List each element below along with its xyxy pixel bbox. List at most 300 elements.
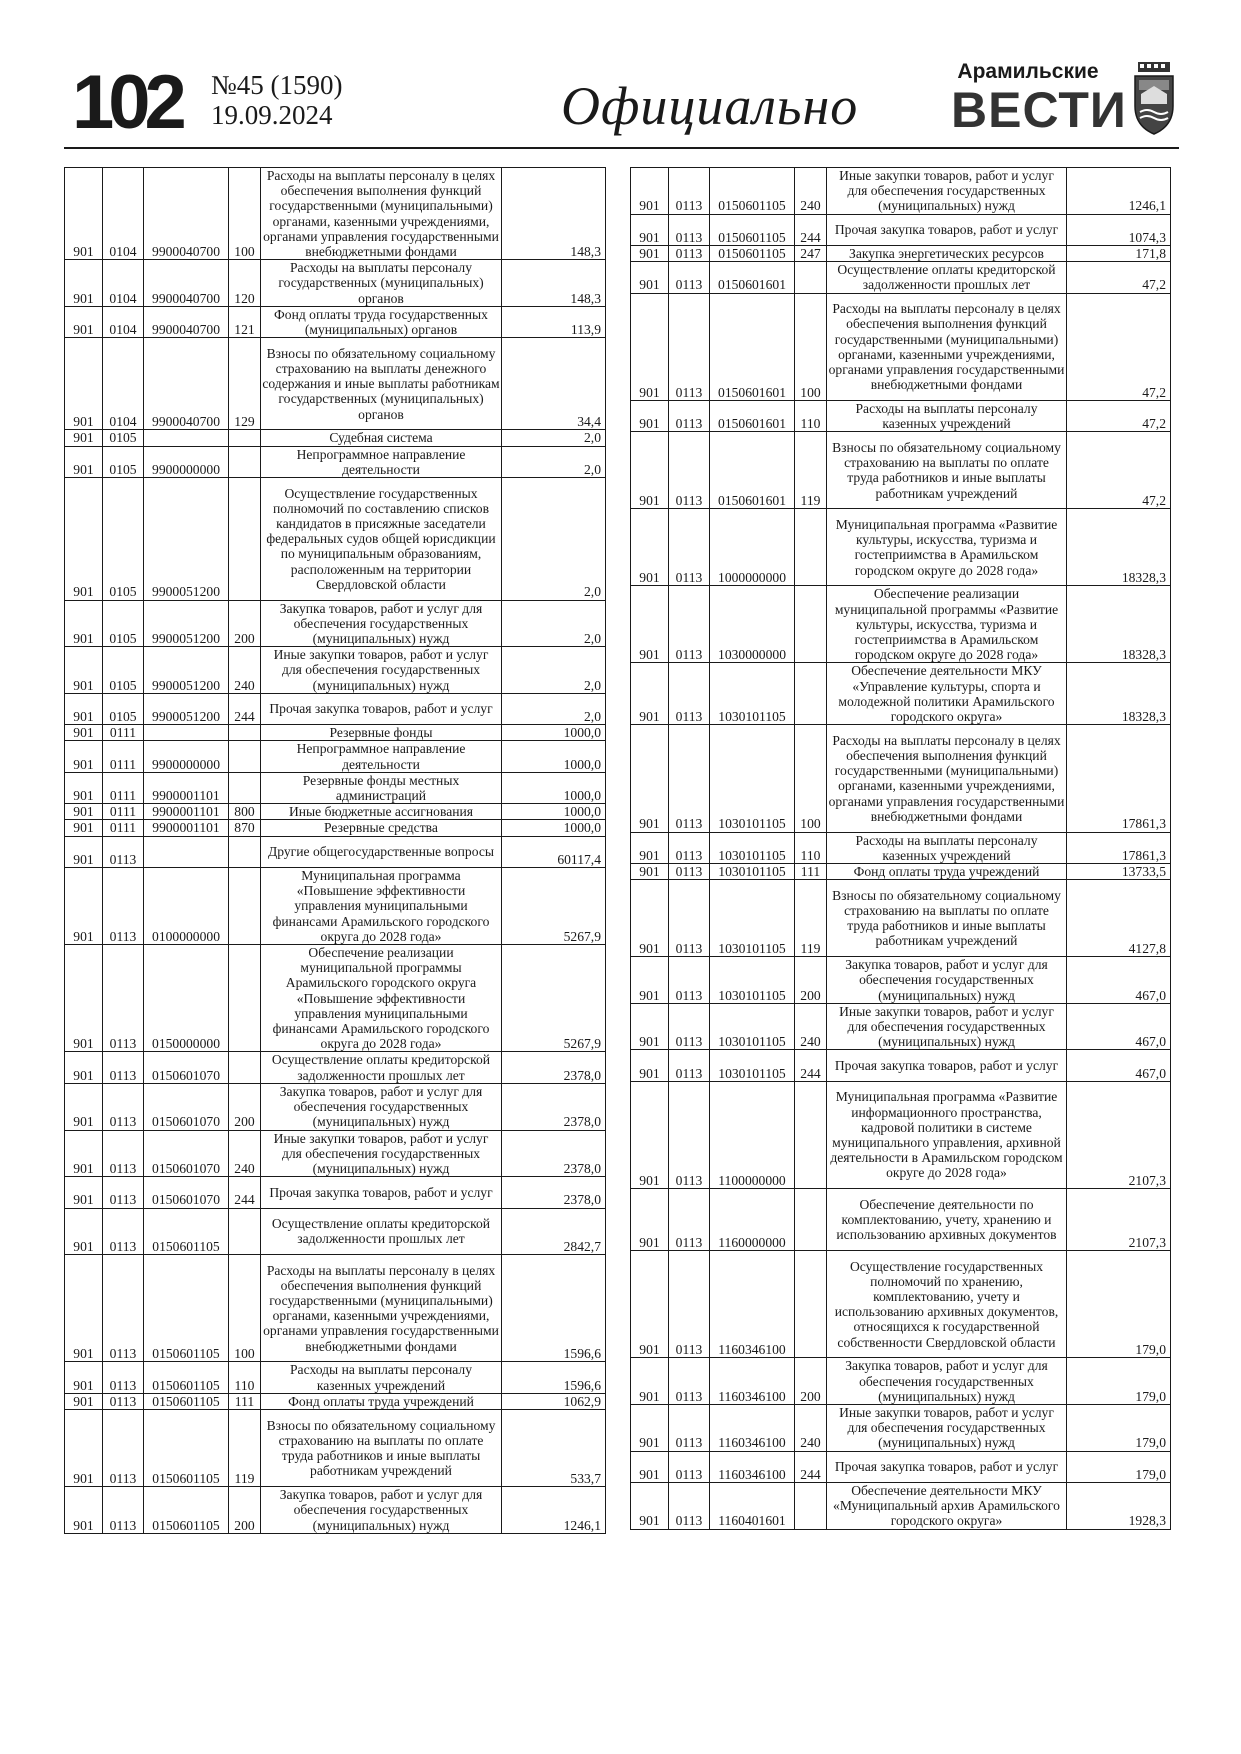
amount-cell: 60117,4: [502, 836, 606, 867]
amount-cell: 533,7: [502, 1410, 606, 1487]
section-code-cell: 0113: [103, 1083, 144, 1130]
amount-cell: 2,0: [502, 693, 606, 724]
section-code-cell: 0113: [669, 1003, 710, 1050]
table-row: [631, 246, 1171, 262]
target-article-cell: 1160346100: [710, 1251, 795, 1358]
admin-code-cell: 901: [631, 1251, 669, 1358]
admin-code-cell: 901: [631, 262, 669, 293]
section-code-cell: 0113: [103, 1052, 144, 1083]
description-cell: Прочая закупка товаров, работ и услуг: [827, 1451, 1067, 1482]
table-row: [631, 1451, 1171, 1482]
section-code-cell: 0113: [103, 1487, 144, 1534]
table-row: [631, 214, 1171, 245]
expense-type-cell: 119: [229, 1410, 261, 1487]
target-article-cell: 1000000000: [710, 509, 795, 586]
expense-type-cell: [229, 868, 261, 945]
table-row: [65, 693, 606, 724]
section-code-cell: 0105: [103, 446, 144, 477]
header-rule: [64, 147, 1179, 149]
expense-type-cell: 100: [795, 725, 827, 832]
description-cell: Прочая закупка товаров, работ и услуг: [261, 1177, 502, 1208]
table-row: [631, 293, 1171, 400]
budget-table-left: [64, 167, 606, 1534]
target-article-cell: 0150000000: [144, 945, 229, 1052]
admin-code-cell: 901: [631, 1483, 669, 1530]
table-row: [631, 401, 1171, 432]
table-row: [65, 306, 606, 337]
admin-code-cell: 901: [631, 957, 669, 1004]
amount-cell: 17861,3: [1067, 725, 1171, 832]
target-article-cell: 1030101105: [710, 1050, 795, 1081]
amount-cell: 18328,3: [1067, 586, 1171, 663]
amount-cell: 1246,1: [1067, 168, 1171, 215]
section-code-cell: 0111: [103, 772, 144, 803]
expense-type-cell: 247: [795, 246, 827, 262]
coat-of-arms-icon: [1132, 60, 1176, 136]
target-article-cell: 9900040700: [144, 260, 229, 307]
target-article-cell: 0100000000: [144, 868, 229, 945]
expense-type-cell: [795, 1483, 827, 1530]
expense-type-cell: 200: [229, 1083, 261, 1130]
table-row: [65, 338, 606, 430]
section-code-cell: 0113: [669, 214, 710, 245]
expense-type-cell: [229, 945, 261, 1052]
amount-cell: 2842,7: [502, 1208, 606, 1255]
admin-code-cell: 901: [65, 1177, 103, 1208]
expense-type-cell: 111: [795, 864, 827, 880]
admin-code-cell: 901: [65, 868, 103, 945]
section-title: Официально: [561, 76, 859, 136]
table-row: [631, 1081, 1171, 1188]
amount-cell: 2,0: [502, 600, 606, 647]
section-code-cell: 0113: [103, 1362, 144, 1393]
description-cell: Закупка товаров, работ и услуг для обеспечения государственных (муниципальных) нужд: [827, 1358, 1067, 1405]
expense-type-cell: 240: [795, 1405, 827, 1452]
table-row: [631, 725, 1171, 832]
table-row: [65, 945, 606, 1052]
admin-code-cell: 901: [65, 1052, 103, 1083]
section-code-cell: 0113: [669, 1405, 710, 1452]
amount-cell: 2378,0: [502, 1083, 606, 1130]
amount-cell: 2,0: [502, 647, 606, 694]
section-code-cell: 0105: [103, 430, 144, 446]
admin-code-cell: 901: [631, 1050, 669, 1081]
target-article-cell: 9900051200: [144, 478, 229, 601]
table-row: [631, 168, 1171, 215]
expense-type-cell: [229, 446, 261, 477]
amount-cell: 1000,0: [502, 820, 606, 836]
description-cell: Резервные фонды: [261, 725, 502, 741]
admin-code-cell: 901: [631, 168, 669, 215]
target-article-cell: 0150601105: [144, 1393, 229, 1409]
expense-type-cell: 100: [229, 168, 261, 260]
amount-cell: 467,0: [1067, 957, 1171, 1004]
section-code-cell: 0104: [103, 306, 144, 337]
description-cell: Фонд оплаты труда учреждений: [827, 864, 1067, 880]
expense-type-cell: 120: [229, 260, 261, 307]
description-cell: Обеспечение деятельности по комплектованию, учету, хранению и использованию архивных документов: [827, 1189, 1067, 1251]
section-code-cell: 0113: [669, 725, 710, 832]
description-cell: Иные закупки товаров, работ и услуг для обеспечения государственных (муниципальных) нужд: [261, 647, 502, 694]
table-row: [631, 832, 1171, 863]
admin-code-cell: 901: [65, 260, 103, 307]
amount-cell: 2378,0: [502, 1130, 606, 1177]
section-code-cell: 0113: [669, 401, 710, 432]
description-cell: Непрограммное направление деятельности: [261, 741, 502, 772]
description-cell: Взносы по обязательному социальному страхованию на выплаты по оплате труда работников и иные выплаты работникам учреждений: [827, 432, 1067, 509]
table-row: [631, 1050, 1171, 1081]
admin-code-cell: 901: [65, 945, 103, 1052]
expense-type-cell: 119: [795, 880, 827, 957]
table-row: [65, 741, 606, 772]
amount-cell: 1000,0: [502, 725, 606, 741]
section-code-cell: 0113: [103, 868, 144, 945]
expense-type-cell: [795, 509, 827, 586]
description-cell: Осуществление государственных полномочий по хранению, комплектованию, учету и использованию архивных документов, относящихся к государственной собственности Свердловской области: [827, 1251, 1067, 1358]
description-cell: Фонд оплаты труда учреждений: [261, 1393, 502, 1409]
target-article-cell: 9900040700: [144, 168, 229, 260]
section-code-cell: 0105: [103, 647, 144, 694]
admin-code-cell: 901: [631, 293, 669, 400]
target-article-cell: 1160401601: [710, 1483, 795, 1530]
expense-type-cell: [229, 836, 261, 867]
amount-cell: 1596,6: [502, 1362, 606, 1393]
amount-cell: 47,2: [1067, 262, 1171, 293]
expense-type-cell: 240: [229, 1130, 261, 1177]
table-row: [631, 1405, 1171, 1452]
amount-cell: 47,2: [1067, 293, 1171, 400]
expense-type-cell: 200: [229, 1487, 261, 1534]
description-cell: Обеспечение реализации муниципальной программы «Развитие культуры, искусства, туризма и гостеприимства в Арамильском городском округе до 2028 года»: [827, 586, 1067, 663]
section-code-cell: 0105: [103, 693, 144, 724]
table-row: [65, 478, 606, 601]
target-article-cell: 0150601105: [144, 1362, 229, 1393]
admin-code-cell: 901: [65, 1255, 103, 1362]
target-article-cell: 0150601105: [710, 168, 795, 215]
admin-code-cell: 901: [65, 836, 103, 867]
amount-cell: 1928,3: [1067, 1483, 1171, 1530]
admin-code-cell: 901: [65, 647, 103, 694]
section-code-cell: 0113: [669, 293, 710, 400]
target-article-cell: 0150601105: [710, 246, 795, 262]
target-article-cell: 1160346100: [710, 1451, 795, 1482]
amount-cell: 179,0: [1067, 1405, 1171, 1452]
section-code-cell: 0113: [103, 836, 144, 867]
amount-cell: 18328,3: [1067, 509, 1171, 586]
admin-code-cell: 901: [631, 1003, 669, 1050]
description-cell: Осуществление государственных полномочий по составлению списков кандидатов в присяжные заседатели федеральных судов общей юрисдикции по муниципальным образованиям, расположенным на территории Свердловской области: [261, 478, 502, 601]
admin-code-cell: 901: [631, 509, 669, 586]
amount-cell: 2107,3: [1067, 1081, 1171, 1188]
section-code-cell: 0104: [103, 168, 144, 260]
section-code-cell: 0113: [669, 1050, 710, 1081]
target-article-cell: 0150601105: [144, 1208, 229, 1255]
description-cell: Закупка товаров, работ и услуг для обеспечения государственных (муниципальных) нужд: [261, 1487, 502, 1534]
admin-code-cell: 901: [631, 214, 669, 245]
table-row: [65, 430, 606, 446]
table-row: [65, 725, 606, 741]
admin-code-cell: 901: [65, 741, 103, 772]
table-row: [65, 804, 606, 820]
amount-cell: 47,2: [1067, 401, 1171, 432]
target-article-cell: 0150601070: [144, 1083, 229, 1130]
brand-name-top: Арамильские: [957, 60, 1099, 83]
amount-cell: 467,0: [1067, 1003, 1171, 1050]
amount-cell: 179,0: [1067, 1251, 1171, 1358]
table-row: [631, 880, 1171, 957]
table-row: [65, 772, 606, 803]
description-cell: Прочая закупка товаров, работ и услуг: [261, 693, 502, 724]
description-cell: Другие общегосударственные вопросы: [261, 836, 502, 867]
admin-code-cell: 901: [65, 772, 103, 803]
table-row: [631, 432, 1171, 509]
table-row: [631, 1189, 1171, 1251]
target-article-cell: 0150601070: [144, 1052, 229, 1083]
amount-cell: 1074,3: [1067, 214, 1171, 245]
amount-cell: 34,4: [502, 338, 606, 430]
target-article-cell: 9900040700: [144, 306, 229, 337]
admin-code-cell: 901: [631, 1358, 669, 1405]
expense-type-cell: [795, 1189, 827, 1251]
admin-code-cell: 901: [631, 1405, 669, 1452]
table-row: [65, 836, 606, 867]
description-cell: Обеспечение деятельности МКУ «Управление культуры, спорта и молодежной политики Арамильского городского округа»: [827, 663, 1067, 725]
section-code-cell: 0111: [103, 741, 144, 772]
masthead: [64, 58, 1179, 148]
description-cell: Иные бюджетные ассигнования: [261, 804, 502, 820]
description-cell: Иные закупки товаров, работ и услуг для обеспечения государственных (муниципальных) нужд: [827, 168, 1067, 215]
amount-cell: 171,8: [1067, 246, 1171, 262]
description-cell: Непрограммное направление деятельности: [261, 446, 502, 477]
amount-cell: 18328,3: [1067, 663, 1171, 725]
table-row: [65, 1393, 606, 1409]
description-cell: Иные закупки товаров, работ и услуг для обеспечения государственных (муниципальных) нужд: [827, 1003, 1067, 1050]
target-article-cell: 1030101105: [710, 1003, 795, 1050]
description-cell: Муниципальная программа «Развитие культуры, искусства, туризма и гостеприимства в Арамильском городском округе до 2028 года»: [827, 509, 1067, 586]
target-article-cell: 0150601070: [144, 1177, 229, 1208]
target-article-cell: 0150601601: [710, 401, 795, 432]
admin-code-cell: 901: [631, 832, 669, 863]
admin-code-cell: 901: [631, 1451, 669, 1482]
expense-type-cell: 121: [229, 306, 261, 337]
section-code-cell: 0113: [669, 432, 710, 509]
expense-type-cell: 800: [229, 804, 261, 820]
expense-type-cell: 870: [229, 820, 261, 836]
amount-cell: 179,0: [1067, 1451, 1171, 1482]
admin-code-cell: 901: [65, 1410, 103, 1487]
target-article-cell: 0150601105: [144, 1410, 229, 1487]
section-code-cell: 0113: [669, 509, 710, 586]
expense-type-cell: 129: [229, 338, 261, 430]
description-cell: Муниципальная программа «Развитие информационного пространства, кадровой политики в системе муниципального управления, архивной деятельности в Арамильском городском округе до 2028 года»: [827, 1081, 1067, 1188]
issue-number: №45 (1590): [211, 70, 343, 100]
admin-code-cell: 901: [65, 1362, 103, 1393]
target-article-cell: 0150601105: [144, 1487, 229, 1534]
table-row: [65, 1177, 606, 1208]
admin-code-cell: 901: [65, 306, 103, 337]
admin-code-cell: 901: [65, 338, 103, 430]
admin-code-cell: 901: [65, 430, 103, 446]
admin-code-cell: 901: [631, 864, 669, 880]
expense-type-cell: [229, 741, 261, 772]
target-article-cell: 9900000000: [144, 446, 229, 477]
section-code-cell: 0113: [103, 1393, 144, 1409]
target-article-cell: 9900001101: [144, 804, 229, 820]
description-cell: Расходы на выплаты персоналу казенных учреждений: [827, 401, 1067, 432]
section-code-cell: 0113: [669, 880, 710, 957]
table-row: [631, 586, 1171, 663]
section-code-cell: 0113: [103, 1130, 144, 1177]
table-row: [631, 1358, 1171, 1405]
description-cell: Расходы на выплаты персоналу государственных (муниципальных) органов: [261, 260, 502, 307]
expense-type-cell: [229, 1208, 261, 1255]
target-article-cell: 1030000000: [710, 586, 795, 663]
admin-code-cell: 901: [65, 820, 103, 836]
expense-type-cell: 200: [795, 957, 827, 1004]
section-code-cell: 0113: [669, 957, 710, 1004]
description-cell: Закупка товаров, работ и услуг для обеспечения государственных (муниципальных) нужд: [827, 957, 1067, 1004]
target-article-cell: 1160346100: [710, 1358, 795, 1405]
amount-cell: 2378,0: [502, 1177, 606, 1208]
amount-cell: 1000,0: [502, 804, 606, 820]
amount-cell: 2,0: [502, 446, 606, 477]
brand-name-main: ВЕСТИ: [951, 82, 1127, 138]
table-row: [65, 1052, 606, 1083]
target-article-cell: 1030101105: [710, 957, 795, 1004]
admin-code-cell: 901: [65, 600, 103, 647]
expense-type-cell: [229, 772, 261, 803]
target-article-cell: 9900040700: [144, 338, 229, 430]
target-article-cell: 9900001101: [144, 772, 229, 803]
amount-cell: 4127,8: [1067, 880, 1171, 957]
admin-code-cell: 901: [631, 663, 669, 725]
section-code-cell: 0113: [669, 1358, 710, 1405]
budget-table-right-body: [631, 168, 1171, 1530]
section-code-cell: 0104: [103, 338, 144, 430]
section-code-cell: 0113: [669, 832, 710, 863]
issue-date: 19.09.2024: [211, 100, 333, 130]
admin-code-cell: 901: [65, 725, 103, 741]
description-cell: Закупка товаров, работ и услуг для обеспечения государственных (муниципальных) нужд: [261, 600, 502, 647]
admin-code-cell: 901: [631, 586, 669, 663]
target-article-cell: 0150601601: [710, 293, 795, 400]
table-row: [65, 1362, 606, 1393]
expense-type-cell: 110: [795, 401, 827, 432]
target-article-cell: 0150601601: [710, 262, 795, 293]
description-cell: Взносы по обязательному социальному страхованию на выплаты по оплате труда работников и иные выплаты работникам учреждений: [827, 880, 1067, 957]
expense-type-cell: 119: [795, 432, 827, 509]
expense-type-cell: 244: [229, 1177, 261, 1208]
expense-type-cell: [795, 262, 827, 293]
admin-code-cell: 901: [631, 432, 669, 509]
description-cell: Иные закупки товаров, работ и услуг для обеспечения государственных (муниципальных) нужд: [827, 1405, 1067, 1452]
admin-code-cell: 901: [631, 246, 669, 262]
amount-cell: 2378,0: [502, 1052, 606, 1083]
section-code-cell: 0113: [669, 663, 710, 725]
target-article-cell: 1160346100: [710, 1405, 795, 1452]
expense-type-cell: [229, 725, 261, 741]
section-code-cell: 0113: [103, 945, 144, 1052]
description-cell: Обеспечение реализации муниципальной программы Арамильского городского округа «Повышение эффективности управления муниципальными финансами Арамильского городского округа до 2028 года»: [261, 945, 502, 1052]
table-row: [65, 1255, 606, 1362]
table-row: [631, 663, 1171, 725]
section-code-cell: 0113: [669, 1483, 710, 1530]
description-cell: Обеспечение деятельности МКУ «Муниципальный архив Арамильского городского округа»: [827, 1483, 1067, 1530]
table-row: [65, 600, 606, 647]
description-cell: Осуществление оплаты кредиторской задолженности прошлых лет: [827, 262, 1067, 293]
table-row: [65, 820, 606, 836]
admin-code-cell: 901: [65, 478, 103, 601]
table-row: [631, 1003, 1171, 1050]
amount-cell: 1062,9: [502, 1393, 606, 1409]
amount-cell: 13733,5: [1067, 864, 1171, 880]
expense-type-cell: [795, 1081, 827, 1188]
description-cell: Расходы на выплаты персоналу в целях обеспечения выполнения функций государственными (муниципальными) органами, казенными учреждениями, органами управления государственными внебюджетными фондами: [261, 1255, 502, 1362]
amount-cell: 2,0: [502, 430, 606, 446]
expense-type-cell: 244: [795, 1451, 827, 1482]
description-cell: Резервные фонды местных администраций: [261, 772, 502, 803]
description-cell: Фонд оплаты труда государственных (муниципальных) органов: [261, 306, 502, 337]
section-code-cell: 0113: [669, 262, 710, 293]
admin-code-cell: 901: [631, 1189, 669, 1251]
expense-type-cell: 110: [229, 1362, 261, 1393]
amount-cell: 1246,1: [502, 1487, 606, 1534]
section-code-cell: 0104: [103, 260, 144, 307]
admin-code-cell: 901: [65, 446, 103, 477]
description-cell: Взносы по обязательному социальному страхованию на выплаты по оплате труда работников и иные выплаты работникам учреждений: [261, 1410, 502, 1487]
amount-cell: 113,9: [502, 306, 606, 337]
expense-type-cell: 240: [795, 1003, 827, 1050]
section-code-cell: 0105: [103, 600, 144, 647]
section-code-cell: 0113: [669, 246, 710, 262]
amount-cell: 1596,6: [502, 1255, 606, 1362]
section-code-cell: 0113: [669, 1189, 710, 1251]
table-row: [631, 509, 1171, 586]
section-code-cell: 0113: [669, 864, 710, 880]
amount-cell: 2,0: [502, 478, 606, 601]
admin-code-cell: 901: [65, 804, 103, 820]
table-row: [65, 1487, 606, 1534]
target-article-cell: 1030101105: [710, 880, 795, 957]
budget-table-left-body: [65, 168, 606, 1534]
admin-code-cell: 901: [65, 1208, 103, 1255]
table-row: [631, 1483, 1171, 1530]
amount-cell: 17861,3: [1067, 832, 1171, 863]
expense-type-cell: 100: [229, 1255, 261, 1362]
description-cell: Расходы на выплаты персоналу казенных учреждений: [261, 1362, 502, 1393]
admin-code-cell: 901: [65, 168, 103, 260]
expense-type-cell: 110: [795, 832, 827, 863]
section-code-cell: 0113: [103, 1255, 144, 1362]
table-row: [631, 864, 1171, 880]
table-row: [65, 1410, 606, 1487]
expense-type-cell: [229, 478, 261, 601]
section-code-cell: 0113: [669, 168, 710, 215]
description-cell: Закупка товаров, работ и услуг для обеспечения государственных (муниципальных) нужд: [261, 1083, 502, 1130]
description-cell: Судебная система: [261, 430, 502, 446]
expense-type-cell: [795, 1251, 827, 1358]
description-cell: Осуществление оплаты кредиторской задолженности прошлых лет: [261, 1208, 502, 1255]
expense-type-cell: 111: [229, 1393, 261, 1409]
target-article-cell: 1100000000: [710, 1081, 795, 1188]
admin-code-cell: 901: [631, 725, 669, 832]
target-article-cell: 1030101105: [710, 832, 795, 863]
section-code-cell: 0113: [103, 1177, 144, 1208]
expense-type-cell: 244: [795, 214, 827, 245]
section-code-cell: 0111: [103, 804, 144, 820]
target-article-cell: 1160000000: [710, 1189, 795, 1251]
target-article-cell: 9900000000: [144, 741, 229, 772]
